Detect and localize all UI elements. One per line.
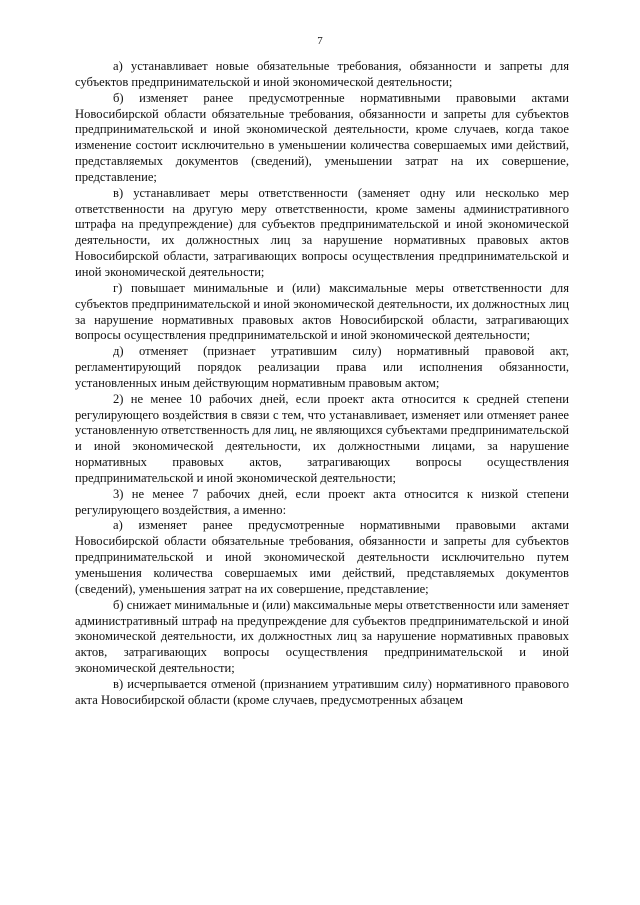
paragraph-g-increased-liability: г) повышает минимальные и (или) максимальные меры ответственности для субъектов предпринимательской и иной экономической деятельности, их должностных лиц за нарушение нормативных правовых актов Новосибирской области, затрагивающих вопросы осуществления предпринимательской и иной экономической деятельности; xyxy=(75,280,569,343)
paragraph-d-repeal-act: д) отменяет (признает утратившим силу) нормативный правовой акт, регламентирующий порядок реализации права или исполнения обязанности, установленных иным действующим нормативным правовым актом; xyxy=(75,344,569,390)
paragraph-3-low-impact: 3) не менее 7 рабочих дней, если проект акта относится к низкой степени регулирующего воздействия, а именно: xyxy=(75,486,569,517)
paragraph-b-changes-requirements: б) изменяет ранее предусмотренные нормативными правовыми актами Новосибирской области обязательные требования, обязанности и запреты для субъектов предпринимательской и иной экономической деятельности, кроме случаев, когда такое изменение состоит исключительно в уменьшении количества совершаемых ими действий, представляемых документов (сведений), уменьшении затрат на их совершение, представление; xyxy=(75,90,569,184)
paragraph-v-liability-measures: в) устанавливает меры ответственности (заменяет одну или несколько мер ответственности на другую меру ответственности, кроме замены административного штрафа на предупреждение) для субъектов предпринимательской и иной экономической деятельности, их должностных лиц за нарушение нормативных правовых актов Новосибирской области, затрагивающих вопросы осуществления предпринимательской и иной экономической деятельности; xyxy=(75,185,569,279)
paragraph-2-medium-impact: 2) не менее 10 рабочих дней, если проект акта относится к средней степени регулирующего воздействия в связи с тем, что устанавливает, изменяет или отменяет ранее установленную ответственность для лиц, не являющихся субъектами предпринимательской и иной экономической деятельности, их должностными лицами, за нарушение нормативных правовых актов, затрагивающих вопросы осуществления предпринимательской и иной экономической деятельности; xyxy=(75,391,569,485)
page-number: 7 xyxy=(317,35,323,47)
paragraph-3a-reduced-requirements: а) изменяет ранее предусмотренные нормативными правовыми актами Новосибирской области обязательные требования, обязанности и запреты для субъектов предпринимательской и иной экономической деятельности исключительно путем уменьшения количества совершаемых ими действий, представляемых документов (сведений), уменьшения затрат на их совершение, представление; xyxy=(75,518,569,596)
document-body xyxy=(75,59,569,709)
paragraph-3v-repeal: в) исчерпывается отменой (признанием утратившим силу) нормативного правового акта Новосибирской области (кроме случаев, предусмотренных абзацем xyxy=(75,676,569,707)
paragraph-a-new-requirements: а) устанавливает новые обязательные требования, обязанности и запреты для субъектов предпринимательской и иной экономической деятельности; xyxy=(75,59,569,89)
paragraph-3b-reduced-liability: б) снижает минимальные и (или) максимальные меры ответственности или заменяет административный штраф на предупреждение для субъектов предпринимательской и иной экономической деятельности, их должностных лиц за нарушение нормативных правовых актов, затрагивающих вопросы осуществления предпринимательской и иной экономической деятельности; xyxy=(75,597,569,676)
